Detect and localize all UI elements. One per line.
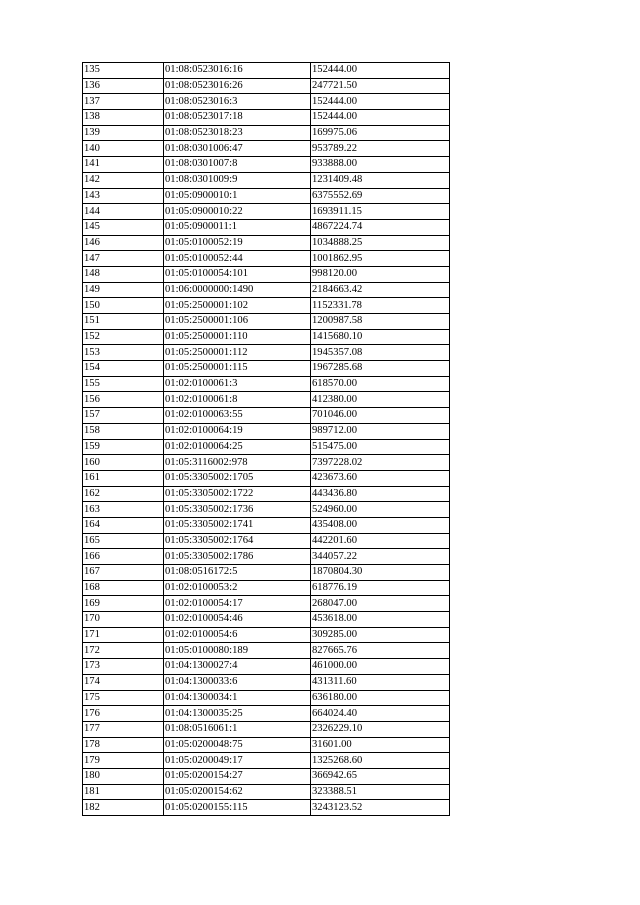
cadastral-number-cell: 01:08:0516061:1 — [164, 721, 311, 737]
value-cell: 2326229.10 — [311, 721, 450, 737]
cadastral-number-cell: 01:05:2500001:112 — [164, 345, 311, 361]
table-row — [83, 345, 450, 361]
row-number-cell: 149 — [83, 282, 164, 298]
table-row — [83, 659, 450, 675]
row-number-cell: 165 — [83, 533, 164, 549]
row-number-cell: 158 — [83, 423, 164, 439]
value-cell: 953789.22 — [311, 141, 450, 157]
value-cell: 268047.00 — [311, 596, 450, 612]
value-cell: 701046.00 — [311, 408, 450, 424]
cadastral-number-cell: 01:05:0900011:1 — [164, 219, 311, 235]
row-number-cell: 180 — [83, 768, 164, 784]
row-number-cell: 161 — [83, 470, 164, 486]
cadastral-number-cell: 01:02:0100054:17 — [164, 596, 311, 612]
cadastral-number-cell: 01:05:0200154:62 — [164, 784, 311, 800]
row-number-cell: 143 — [83, 188, 164, 204]
row-number-cell: 179 — [83, 753, 164, 769]
row-number-cell: 156 — [83, 392, 164, 408]
table-row — [83, 502, 450, 518]
row-number-cell: 154 — [83, 361, 164, 377]
table-row — [83, 737, 450, 753]
row-number-cell: 155 — [83, 376, 164, 392]
cadastral-number-cell: 01:02:0100064:19 — [164, 423, 311, 439]
value-cell: 1945357.08 — [311, 345, 450, 361]
table-row — [83, 157, 450, 173]
value-cell: 1200987.58 — [311, 314, 450, 330]
table-row — [83, 784, 450, 800]
cadastral-number-cell: 01:08:0523018:23 — [164, 125, 311, 141]
table-row — [83, 549, 450, 565]
row-number-cell: 182 — [83, 800, 164, 816]
value-cell: 309285.00 — [311, 627, 450, 643]
value-cell: 618776.19 — [311, 580, 450, 596]
row-number-cell: 137 — [83, 94, 164, 110]
table-row — [83, 361, 450, 377]
cadastral-number-cell: 01:05:2500001:102 — [164, 298, 311, 314]
table-row — [83, 596, 450, 612]
value-cell: 1152331.78 — [311, 298, 450, 314]
cadastral-number-cell: 01:02:0100053:2 — [164, 580, 311, 596]
row-number-cell: 163 — [83, 502, 164, 518]
cadastral-number-cell: 01:04:1300034:1 — [164, 690, 311, 706]
cadastral-number-cell: 01:05:0100052:19 — [164, 235, 311, 251]
table-row — [83, 643, 450, 659]
cadastral-number-cell: 01:05:3305002:1705 — [164, 470, 311, 486]
row-number-cell: 159 — [83, 439, 164, 455]
row-number-cell: 166 — [83, 549, 164, 565]
value-cell: 435408.00 — [311, 517, 450, 533]
cadastral-number-cell: 01:05:3305002:1722 — [164, 486, 311, 502]
table-body — [83, 63, 450, 816]
row-number-cell: 169 — [83, 596, 164, 612]
table-row — [83, 141, 450, 157]
value-cell: 1693911.15 — [311, 204, 450, 220]
row-number-cell: 177 — [83, 721, 164, 737]
table-row — [83, 768, 450, 784]
row-number-cell: 153 — [83, 345, 164, 361]
cadastral-number-cell: 01:08:0301009:9 — [164, 172, 311, 188]
cadastral-number-cell: 01:08:0301006:47 — [164, 141, 311, 157]
cadastral-number-cell: 01:05:0100080:189 — [164, 643, 311, 659]
value-cell: 3243123.52 — [311, 800, 450, 816]
value-cell: 4867224.74 — [311, 219, 450, 235]
value-cell: 1231409.48 — [311, 172, 450, 188]
cadastral-number-cell: 01:04:1300035:25 — [164, 706, 311, 722]
value-cell: 618570.00 — [311, 376, 450, 392]
value-cell: 515475.00 — [311, 439, 450, 455]
row-number-cell: 167 — [83, 565, 164, 581]
table-row — [83, 674, 450, 690]
cadastral-number-cell: 01:05:3305002:1741 — [164, 517, 311, 533]
value-cell: 323388.51 — [311, 784, 450, 800]
cadastral-number-cell: 01:05:2500001:115 — [164, 361, 311, 377]
value-cell: 1034888.25 — [311, 235, 450, 251]
row-number-cell: 136 — [83, 78, 164, 94]
table-row — [83, 706, 450, 722]
cadastral-number-cell: 01:05:0200155:115 — [164, 800, 311, 816]
table-row — [83, 423, 450, 439]
row-number-cell: 172 — [83, 643, 164, 659]
cadastral-number-cell: 01:08:0301007:8 — [164, 157, 311, 173]
cadastral-number-cell: 01:05:3116002:978 — [164, 455, 311, 471]
table-row — [83, 282, 450, 298]
value-cell: 1967285.68 — [311, 361, 450, 377]
cadastral-number-cell: 01:02:0100061:8 — [164, 392, 311, 408]
cadastral-number-cell: 01:02:0100061:3 — [164, 376, 311, 392]
table-row — [83, 266, 450, 282]
cadastral-number-cell: 01:05:3305002:1786 — [164, 549, 311, 565]
value-cell: 636180.00 — [311, 690, 450, 706]
table-row — [83, 172, 450, 188]
table-row — [83, 94, 450, 110]
table-row — [83, 533, 450, 549]
cadastral-number-cell: 01:05:3305002:1736 — [164, 502, 311, 518]
table-row — [83, 565, 450, 581]
cadastral-number-cell: 01:02:0100054:6 — [164, 627, 311, 643]
value-cell: 998120.00 — [311, 266, 450, 282]
cadastral-number-cell: 01:04:1300027:4 — [164, 659, 311, 675]
cadastral-number-cell: 01:06:0000000:1490 — [164, 282, 311, 298]
row-number-cell: 170 — [83, 612, 164, 628]
cadastral-number-cell: 01:05:2500001:106 — [164, 314, 311, 330]
cadastral-number-cell: 01:08:0516172:5 — [164, 565, 311, 581]
value-cell: 664024.40 — [311, 706, 450, 722]
value-cell: 152444.00 — [311, 110, 450, 126]
row-number-cell: 144 — [83, 204, 164, 220]
row-number-cell: 142 — [83, 172, 164, 188]
row-number-cell: 181 — [83, 784, 164, 800]
table-row — [83, 329, 450, 345]
row-number-cell: 145 — [83, 219, 164, 235]
value-cell: 1325268.60 — [311, 753, 450, 769]
table-row — [83, 408, 450, 424]
cadastral-number-cell: 01:08:0523016:26 — [164, 78, 311, 94]
row-number-cell: 157 — [83, 408, 164, 424]
cadastral-number-cell: 01:05:0900010:1 — [164, 188, 311, 204]
value-cell: 152444.00 — [311, 94, 450, 110]
row-number-cell: 176 — [83, 706, 164, 722]
table-row — [83, 612, 450, 628]
value-cell: 152444.00 — [311, 63, 450, 79]
value-cell: 344057.22 — [311, 549, 450, 565]
row-number-cell: 175 — [83, 690, 164, 706]
table-row — [83, 455, 450, 471]
table-row — [83, 219, 450, 235]
table-row — [83, 486, 450, 502]
value-cell: 2184663.42 — [311, 282, 450, 298]
value-cell: 7397228.02 — [311, 455, 450, 471]
table-row — [83, 470, 450, 486]
row-number-cell: 164 — [83, 517, 164, 533]
value-cell: 31601.00 — [311, 737, 450, 753]
row-number-cell: 146 — [83, 235, 164, 251]
cadastral-number-cell: 01:05:3305002:1764 — [164, 533, 311, 549]
value-cell: 461000.00 — [311, 659, 450, 675]
value-cell: 412380.00 — [311, 392, 450, 408]
row-number-cell: 150 — [83, 298, 164, 314]
table-row — [83, 78, 450, 94]
row-number-cell: 147 — [83, 251, 164, 267]
row-number-cell: 139 — [83, 125, 164, 141]
value-cell: 6375552.69 — [311, 188, 450, 204]
table-row — [83, 110, 450, 126]
table-row — [83, 439, 450, 455]
value-cell: 1415680.10 — [311, 329, 450, 345]
table-row — [83, 125, 450, 141]
cadastral-number-cell: 01:05:2500001:110 — [164, 329, 311, 345]
table-row — [83, 63, 450, 79]
table-row — [83, 580, 450, 596]
value-cell: 1870804.30 — [311, 565, 450, 581]
table-row — [83, 376, 450, 392]
cadastral-number-cell: 01:04:1300033:6 — [164, 674, 311, 690]
value-cell: 933888.00 — [311, 157, 450, 173]
row-number-cell: 135 — [83, 63, 164, 79]
row-number-cell: 162 — [83, 486, 164, 502]
table-row — [83, 188, 450, 204]
data-table — [82, 62, 450, 816]
row-number-cell: 173 — [83, 659, 164, 675]
table-row — [83, 721, 450, 737]
value-cell: 431311.60 — [311, 674, 450, 690]
table-row — [83, 314, 450, 330]
cadastral-number-cell: 01:02:0100064:25 — [164, 439, 311, 455]
cadastral-number-cell: 01:08:0523016:3 — [164, 94, 311, 110]
cadastral-number-cell: 01:05:0900010:22 — [164, 204, 311, 220]
row-number-cell: 168 — [83, 580, 164, 596]
table-row — [83, 204, 450, 220]
value-cell: 366942.65 — [311, 768, 450, 784]
value-cell: 247721.50 — [311, 78, 450, 94]
value-cell: 442201.60 — [311, 533, 450, 549]
table-row — [83, 800, 450, 816]
cadastral-number-cell: 01:02:0100063:55 — [164, 408, 311, 424]
value-cell: 169975.06 — [311, 125, 450, 141]
value-cell: 1001862.95 — [311, 251, 450, 267]
row-number-cell: 151 — [83, 314, 164, 330]
table-row — [83, 298, 450, 314]
value-cell: 423673.60 — [311, 470, 450, 486]
table-row — [83, 627, 450, 643]
cadastral-number-cell: 01:02:0100054:46 — [164, 612, 311, 628]
row-number-cell: 141 — [83, 157, 164, 173]
row-number-cell: 140 — [83, 141, 164, 157]
cadastral-number-cell: 01:05:0200048:75 — [164, 737, 311, 753]
value-cell: 453618.00 — [311, 612, 450, 628]
row-number-cell: 174 — [83, 674, 164, 690]
cadastral-number-cell: 01:05:0100054:101 — [164, 266, 311, 282]
row-number-cell: 160 — [83, 455, 164, 471]
table-row — [83, 251, 450, 267]
table-row — [83, 392, 450, 408]
cadastral-number-cell: 01:05:0200049:17 — [164, 753, 311, 769]
row-number-cell: 148 — [83, 266, 164, 282]
row-number-cell: 178 — [83, 737, 164, 753]
value-cell: 827665.76 — [311, 643, 450, 659]
table-row — [83, 690, 450, 706]
cadastral-number-cell: 01:08:0523016:16 — [164, 63, 311, 79]
row-number-cell: 152 — [83, 329, 164, 345]
cadastral-number-cell: 01:05:0100052:44 — [164, 251, 311, 267]
cadastral-number-cell: 01:08:0523017:18 — [164, 110, 311, 126]
value-cell: 989712.00 — [311, 423, 450, 439]
table-row — [83, 753, 450, 769]
value-cell: 524960.00 — [311, 502, 450, 518]
table-row — [83, 235, 450, 251]
row-number-cell: 171 — [83, 627, 164, 643]
table-row — [83, 517, 450, 533]
value-cell: 443436.80 — [311, 486, 450, 502]
row-number-cell: 138 — [83, 110, 164, 126]
cadastral-number-cell: 01:05:0200154:27 — [164, 768, 311, 784]
